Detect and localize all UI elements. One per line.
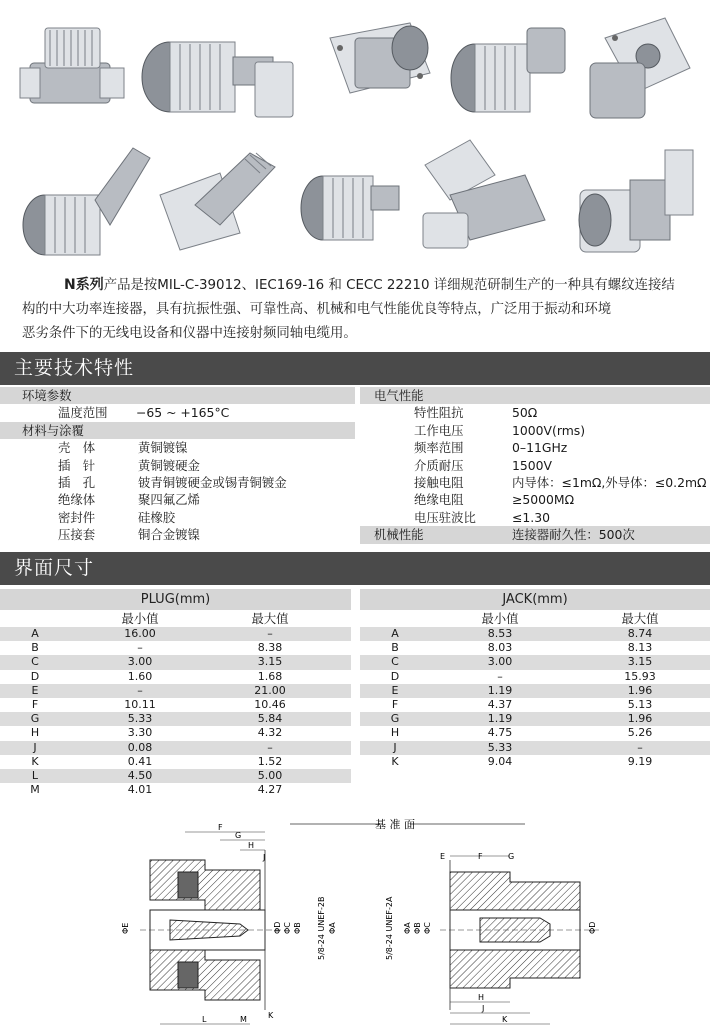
electrical-row — [360, 404, 710, 421]
temp-value: −65 ~ +165°C — [136, 405, 230, 421]
jack-dim-min: – — [497, 669, 503, 683]
jack-row — [360, 741, 710, 755]
electrical-row — [360, 491, 710, 508]
plug-row — [0, 783, 351, 797]
plug-dim-max: 5.84 — [257, 712, 283, 726]
plug-dim-k: K — [268, 1011, 274, 1020]
material-value: 铜合金镀镍 — [138, 527, 200, 543]
plug-dim-key: J — [33, 740, 37, 754]
material-label: 插 针 — [58, 457, 96, 473]
jack-row — [360, 712, 710, 726]
plug-row — [0, 670, 351, 684]
jack-dim-key: J — [393, 740, 397, 754]
plug-row — [0, 655, 351, 669]
jack-dim-max: 15.93 — [624, 669, 656, 683]
product-photo-9 — [415, 135, 555, 260]
jack-dim-phi-d: ΦD — [588, 921, 597, 934]
jack-dim-min: 5.33 — [487, 740, 513, 754]
product-photo-8 — [295, 150, 405, 250]
plug-table-title: PLUG(mm) — [0, 589, 351, 610]
electrical-value: 50Ω — [512, 405, 538, 421]
plug-dim-key: E — [31, 683, 39, 697]
jack-dim-f: F — [478, 852, 483, 861]
jack-dim-min: 8.03 — [487, 641, 513, 655]
jack-dim-min: 4.75 — [487, 726, 513, 740]
product-photo-1 — [10, 8, 130, 128]
plug-dim-g: G — [235, 831, 242, 840]
product-photo-5 — [580, 8, 705, 123]
electrical-header-row — [360, 387, 710, 404]
plug-dim-key: L — [31, 768, 39, 782]
plug-dim-phi-e: ΦE — [121, 922, 130, 934]
jack-min-header: 最小值 — [481, 611, 519, 626]
jack-rows — [360, 627, 710, 769]
jack-dim-key: H — [390, 726, 400, 740]
plug-row — [0, 698, 351, 712]
plug-dim-max: 3.15 — [257, 655, 283, 669]
jack-dim-max: 5.13 — [627, 697, 653, 711]
plug-dim-min: 3.00 — [127, 655, 153, 669]
plug-row — [0, 755, 351, 769]
jack-row — [360, 655, 710, 669]
intro-paragraph — [22, 273, 690, 346]
material-value: 硅橡胶 — [138, 509, 176, 525]
jack-table-title: JACK(mm) — [360, 589, 710, 610]
jack-row — [360, 670, 710, 684]
material-value: 铍青铜镀硬金或锡青铜镀金 — [138, 475, 287, 490]
ref-plane-label: 基 准 面 — [375, 818, 415, 831]
material-label: 插 孔 — [58, 475, 96, 490]
mechanical-row — [360, 526, 710, 543]
plug-row — [0, 726, 351, 740]
material-row — [0, 439, 355, 456]
section-title-specs: 主要技术特性 — [0, 352, 710, 385]
product-photo-6 — [15, 140, 155, 260]
electrical-label: 介质耐压 — [414, 457, 464, 473]
plug-dim-min: 0.08 — [127, 740, 153, 754]
plug-dim-f: F — [218, 823, 223, 832]
jack-dim-min: 9.04 — [487, 754, 513, 768]
plug-dim-key: B — [31, 641, 39, 655]
material-value: 黄铜镀硬金 — [138, 457, 200, 473]
plug-dim-phi-d: ΦD — [273, 921, 282, 934]
electrical-value: 1000V(rms) — [512, 422, 586, 438]
jack-thread-label: 5/8-24 UNEF-2A — [385, 896, 394, 960]
plug-dim-key: A — [31, 627, 39, 640]
material-row — [0, 526, 355, 543]
material-value: 黄铜镀镍 — [138, 440, 188, 456]
material-row — [0, 474, 355, 491]
jack-dim-j: J — [482, 1004, 485, 1013]
plug-row — [0, 627, 351, 641]
jack-dim-h: H — [478, 993, 485, 1002]
jack-dim-key: F — [391, 697, 399, 711]
jack-dim-e: E — [440, 852, 446, 861]
electrical-value: 内导体：≤1mΩ,外导体：≤0.2mΩ — [512, 475, 707, 490]
plug-min-header: 最小值 — [121, 611, 159, 626]
mechanical-value: 连接器耐久性：500次 — [512, 527, 635, 543]
plug-dim-key: F — [31, 697, 39, 711]
product-photo-7 — [150, 145, 285, 260]
materials-header-row — [0, 422, 355, 439]
electrical-label: 工作电压 — [414, 422, 464, 438]
jack-dim-key: A — [391, 627, 399, 640]
electrical-label: 频率范围 — [414, 440, 464, 456]
plug-dim-max: 4.32 — [257, 726, 283, 740]
jack-dim-key: D — [390, 669, 400, 683]
plug-dim-min: 0.41 — [127, 754, 153, 768]
product-photo-10 — [565, 140, 700, 260]
jack-dim-max: 1.96 — [627, 683, 653, 697]
jack-dim-min: 1.19 — [487, 712, 513, 726]
jack-column-headers — [360, 610, 710, 627]
plug-drawing — [121, 823, 337, 1024]
electrical-value: 1500V — [512, 457, 553, 473]
plug-dim-key: G — [30, 712, 40, 726]
material-label: 压接套 — [58, 527, 96, 543]
plug-dim-min: – — [137, 683, 143, 697]
plug-dim-key: K — [31, 754, 39, 768]
electrical-row — [360, 422, 710, 439]
jack-dim-key: G — [390, 712, 400, 726]
plug-dim-max: – — [267, 740, 273, 754]
jack-dim-min: 8.53 — [487, 627, 513, 640]
electrical-header: 电气性能 — [374, 388, 424, 403]
jack-max-header: 最大值 — [621, 611, 659, 626]
product-photo-3 — [315, 8, 445, 120]
plug-thread-label: 5/8-24 UNEF-2B — [317, 896, 326, 960]
interface-drawing-svg — [110, 810, 710, 1029]
material-value: 聚四氟乙烯 — [138, 492, 200, 508]
plug-row — [0, 684, 351, 698]
jack-dim-max: 1.96 — [627, 712, 653, 726]
jack-dim-max: – — [637, 740, 643, 754]
jack-dim-max: 3.15 — [627, 655, 653, 669]
electrical-row — [360, 509, 710, 526]
material-row — [0, 509, 355, 526]
intro-line-2: 构的中大功率连接器，具有抗振性强、可靠性高、机械和电气性能优良等特点，广泛用于振动和环境 — [22, 302, 612, 317]
electrical-label: 电压驻波比 — [414, 509, 476, 525]
jack-dim-max: 8.74 — [627, 627, 653, 640]
product-photo-4 — [445, 8, 575, 123]
electrical-value: ≥5000MΩ — [512, 492, 575, 508]
plug-dim-l: L — [202, 1015, 207, 1024]
plug-dim-max: 10.46 — [254, 697, 286, 711]
plug-dim-key: C — [31, 655, 39, 669]
plug-dim-min: 5.33 — [127, 712, 153, 726]
jack-dim-max: 8.13 — [627, 641, 653, 655]
electrical-value: ≤1.30 — [512, 509, 550, 525]
plug-dimension-table — [0, 589, 351, 797]
jack-dim-max: 9.19 — [627, 754, 653, 768]
plug-dim-max: 5.00 — [257, 768, 283, 782]
plug-row — [0, 769, 351, 783]
plug-dim-max: 1.68 — [257, 669, 283, 683]
electrical-label: 接触电阻 — [414, 475, 464, 490]
plug-column-headers — [0, 610, 351, 627]
plug-dim-max: 21.00 — [254, 683, 286, 697]
electrical-label: 特性阻抗 — [414, 405, 464, 421]
plug-dim-phi-a: ΦA — [328, 922, 337, 934]
env-header-row — [0, 387, 355, 404]
section-title-dimensions: 界面尺寸 — [0, 552, 710, 585]
intro-line-1: 产品是按MIL-C-39012、IEC169-16 和 CECC 22210 详细规范研制生产的一种具有螺纹连接结 — [103, 278, 675, 293]
jack-dim-key: C — [391, 655, 399, 669]
plug-row — [0, 741, 351, 755]
materials-header: 材料与涂覆 — [22, 422, 84, 438]
material-label: 密封件 — [58, 509, 96, 525]
plug-dim-j: J — [263, 853, 266, 862]
jack-dim-min: 3.00 — [487, 655, 513, 669]
electrical-row — [360, 457, 710, 474]
jack-dim-max: 5.26 — [627, 726, 653, 740]
plug-row — [0, 641, 351, 655]
jack-dim-phi-c: ΦC — [423, 922, 432, 934]
jack-dim-key: B — [391, 641, 399, 655]
jack-dim-phi-b: ΦB — [413, 922, 422, 934]
jack-dim-min: 4.37 — [487, 697, 513, 711]
electrical-value: 0–11GHz — [512, 440, 568, 456]
plug-rows — [0, 627, 351, 797]
temp-row — [0, 404, 355, 421]
electrical-row — [360, 439, 710, 456]
jack-row — [360, 627, 710, 641]
intro-line-3: 恶劣条件下的无线电设备和仪器中连接射频同轴电缆用。 — [22, 326, 357, 341]
jack-dim-k: K — [502, 1015, 508, 1024]
material-row — [0, 457, 355, 474]
plug-dim-phi-b: ΦB — [293, 922, 302, 934]
plug-dim-min: 4.50 — [127, 768, 153, 782]
material-row — [0, 491, 355, 508]
jack-row — [360, 726, 710, 740]
plug-dim-max: 8.38 — [257, 641, 283, 655]
plug-dim-h: H — [248, 841, 255, 850]
jack-dim-key: E — [391, 683, 399, 697]
jack-dim-min: 1.19 — [487, 683, 513, 697]
plug-dim-m: M — [240, 1015, 247, 1024]
product-photo-gallery — [0, 0, 710, 265]
plug-dim-max: 4.27 — [257, 783, 283, 797]
plug-max-header: 最大值 — [251, 611, 289, 626]
plug-dim-phi-c: ΦC — [283, 922, 292, 934]
jack-dim-key: K — [391, 754, 399, 768]
jack-drawing — [385, 852, 600, 1024]
plug-dim-min: 4.01 — [127, 783, 153, 797]
plug-dim-min: 10.11 — [124, 697, 156, 711]
jack-row — [360, 684, 710, 698]
jack-row — [360, 641, 710, 655]
jack-dim-g: G — [508, 852, 515, 861]
jack-row — [360, 698, 710, 712]
material-label: 绝缘体 — [58, 492, 96, 508]
env-header: 环境参数 — [22, 388, 72, 403]
plug-dim-key: D — [30, 669, 40, 683]
plug-dim-max: – — [267, 627, 273, 640]
mechanical-header: 机械性能 — [374, 527, 424, 543]
plug-dim-min: – — [137, 641, 143, 655]
plug-dim-min: 1.60 — [127, 669, 153, 683]
plug-dim-key: M — [30, 783, 40, 797]
jack-row — [360, 755, 710, 769]
plug-dim-key: H — [30, 726, 40, 740]
jack-dim-phi-a: ΦA — [403, 922, 412, 934]
plug-dim-min: 3.30 — [127, 726, 153, 740]
temp-label: 温度范围 — [58, 405, 108, 421]
series-name: N系列 — [64, 277, 104, 293]
material-label: 壳 体 — [58, 440, 96, 456]
plug-row — [0, 712, 351, 726]
product-photo-2 — [135, 12, 310, 122]
plug-dim-min: 16.00 — [124, 627, 156, 640]
plug-dim-max: 1.52 — [257, 754, 283, 768]
electrical-label: 绝缘电阻 — [414, 492, 464, 508]
interface-drawing — [110, 810, 710, 1029]
jack-dimension-table — [360, 589, 710, 769]
electrical-row — [360, 474, 710, 491]
